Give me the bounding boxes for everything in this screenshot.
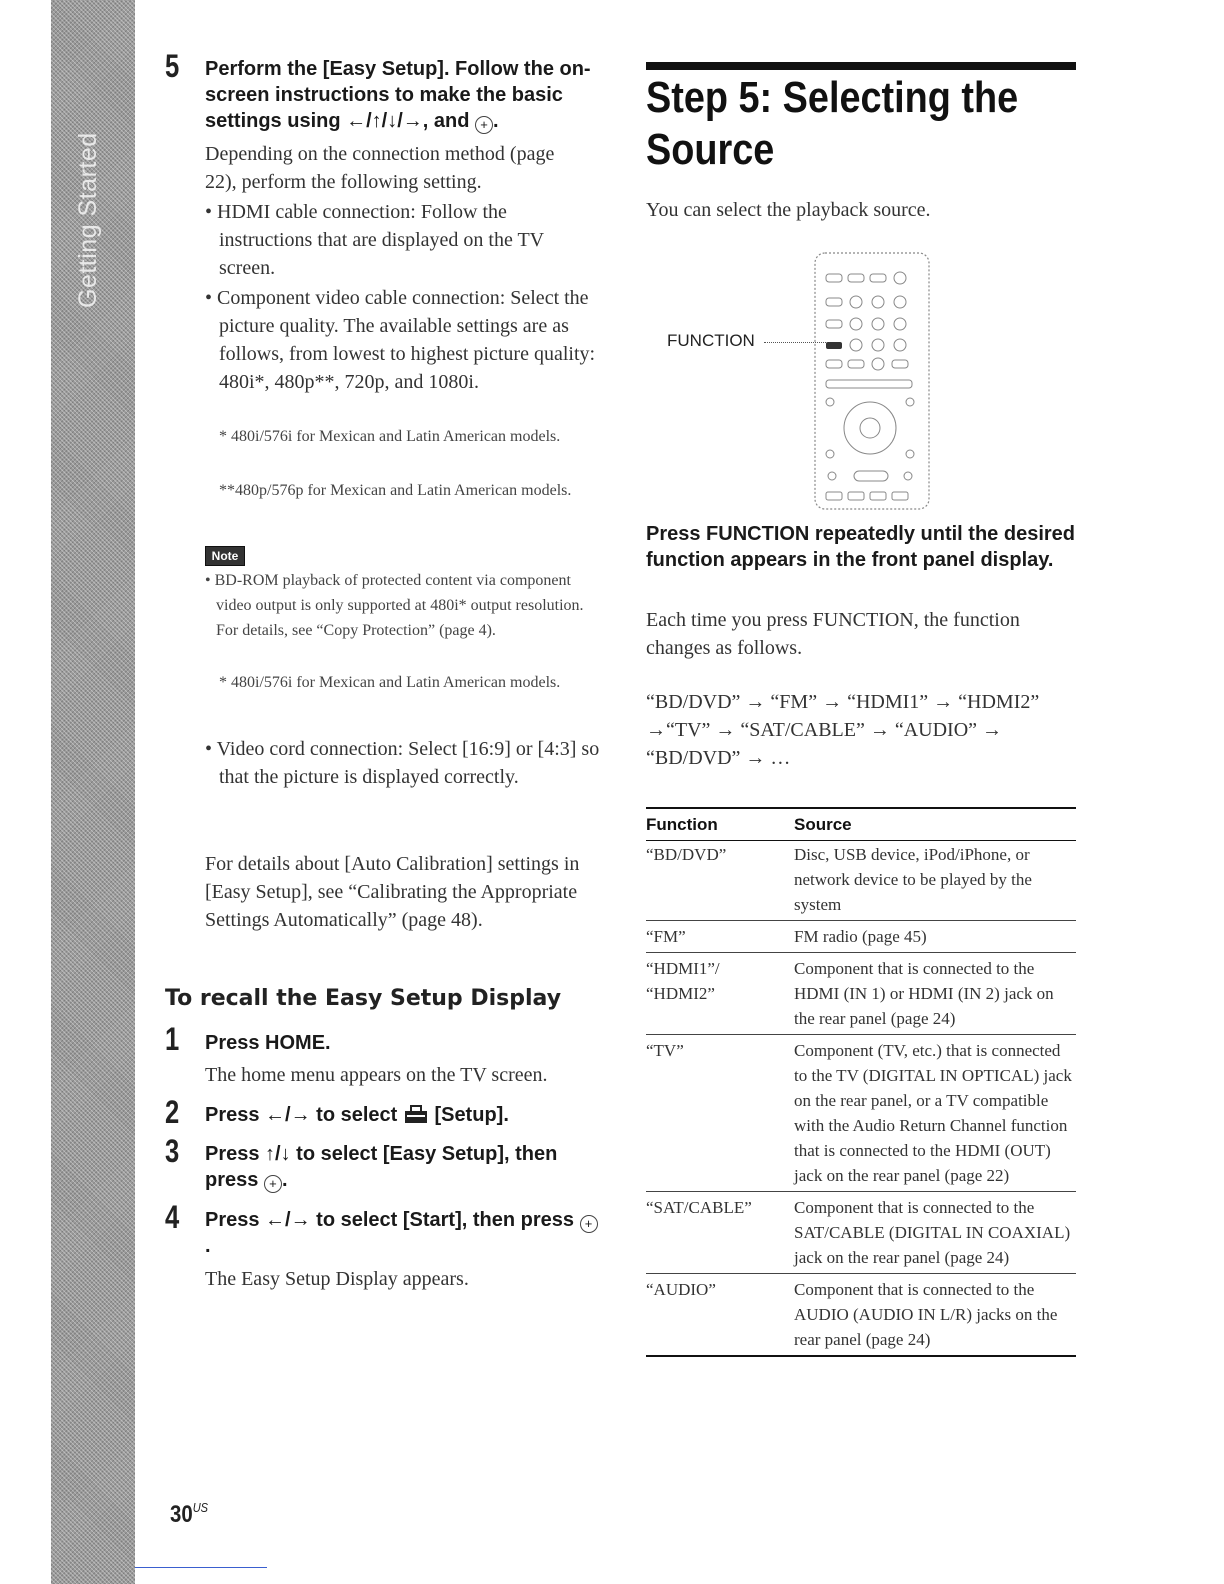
function-cell: “BD/DVD”	[646, 845, 727, 864]
recall-heading: To recall the Easy Setup Display	[165, 986, 562, 1011]
calibration-details: For details about [Auto Calibration] settings in [Easy Setup], see “Calibrating the Appropriate Settings Automatically” (page 48).	[205, 853, 580, 931]
source-cell: Component that is connected to the AUDIO (AUDIO IN L/R) jacks on the rear panel (page 24)	[794, 1280, 1058, 1349]
section-tab-label: Getting Started	[74, 132, 102, 308]
table-row	[646, 921, 1076, 953]
function-callout-line	[764, 342, 826, 343]
bullet-hdmi: • HDMI cable connection: Follow the instructions that are displayed on the TV screen.	[205, 201, 544, 279]
enter-icon: +	[475, 116, 493, 134]
note-footnote: * 480i/576i for Mexican and Latin American models.	[219, 674, 561, 691]
header-source: Source	[794, 815, 852, 834]
function-cell: “SAT/CABLE”	[646, 1198, 752, 1217]
footnote-480p: **480p/576p for Mexican and Latin American models.	[219, 482, 572, 499]
table-row	[646, 1035, 1076, 1192]
table-row	[646, 1192, 1076, 1274]
remote-control-illustration	[812, 250, 932, 512]
step-number-1: 1	[165, 1021, 180, 1057]
recall-step-1-body: The home menu appears on the TV screen.	[205, 1064, 548, 1086]
footnote-480i: * 480i/576i for Mexican and Latin American models.	[219, 428, 561, 445]
source-cell: FM radio (page 45)	[794, 927, 927, 946]
table-row	[646, 841, 1076, 921]
press-function-instruction: Press FUNCTION repeatedly until the desired function appears in the front panel display.	[646, 523, 1075, 571]
title-rule	[646, 62, 1076, 70]
page-number: $30^{US}$	[170, 1500, 209, 1528]
recall-step-4-heading: Press ←/→ to select [Start], then press +.	[205, 1207, 600, 1259]
function-cell: “AUDIO”	[646, 1280, 716, 1299]
function-source-table	[646, 807, 1076, 1357]
function-cell: “FM”	[646, 927, 686, 946]
bottom-rule	[135, 1567, 267, 1568]
source-cell: Component that is connected to the HDMI (IN 1) or HDMI (IN 2) jack on the rear panel (page 24)	[794, 959, 1054, 1028]
table-row	[646, 1274, 1076, 1357]
bullet-video: • Video cord connection: Select [16:9] or [4:3] so that the picture is displayed correctly.	[205, 738, 600, 788]
source-cell: Disc, USB device, iPod/iPhone, or network device to be played by the system	[794, 845, 1032, 914]
header-function: Function	[646, 815, 718, 834]
step-number-2: 2	[165, 1094, 180, 1130]
page-title: Step 5: Selecting the Source	[646, 73, 1019, 174]
step-5-intro: Depending on the connection method (page 22), perform the following setting.	[205, 143, 555, 193]
step-number-3: 3	[165, 1133, 180, 1169]
recall-step-3-heading: Press ↑/↓ to select [Easy Setup], then press + .	[205, 1143, 558, 1191]
step-5-heading: Perform the [Easy Setup]. Follow the on-screen instructions to make the basic settings using ←/↑/↓/→, and + .	[205, 58, 591, 132]
recall-step-1-heading: Press HOME.	[205, 1032, 331, 1054]
source-cell: Component that is connected to the SAT/CABLE (DIGITAL IN COAXIAL) jack on the rear panel (page 24)	[794, 1198, 1071, 1267]
enter-icon: +	[264, 1175, 282, 1193]
function-callout-label: FUNCTION	[667, 331, 755, 350]
bullet-component: • Component video cable connection: Select the picture quality. The available settings are as follows, from lowest to highest picture quality: 480i*, 480p**, 720p, and 1080i.	[205, 287, 596, 393]
recall-step-4-body: The Easy Setup Display appears.	[205, 1268, 469, 1290]
toolbox-icon	[403, 1104, 429, 1124]
step-number-5: 5	[165, 48, 180, 84]
step-number-4: 4	[165, 1199, 180, 1235]
enter-icon: +	[580, 1215, 598, 1233]
note-badge: Note	[205, 546, 245, 566]
recall-step-2-heading: Press ←/→ to select [Setup].	[205, 1104, 509, 1126]
table-header-row	[646, 809, 1076, 841]
function-cell: “TV”	[646, 1041, 684, 1060]
source-cell: Component (TV, etc.) that is connected to the TV (DIGITAL IN OPTICAL) jack on the rear panel, or a TV compatible with the Audio Return Channel function that is connected to the HDMI (OUT) jack on the rear panel (page 22)	[794, 1041, 1072, 1185]
each-time-text: Each time you press FUNCTION, the function changes as follows.	[646, 609, 1020, 659]
table-row	[646, 953, 1076, 1035]
right-intro: You can select the playback source.	[646, 199, 931, 221]
function-sequence: “BD/DVD” → “FM” → “HDMI1” → “HDMI2” →“TV” → “SAT/CABLE” → “AUDIO” → “BD/DVD” → …	[646, 691, 1040, 769]
note-text: • BD-ROM playback of protected content via component video output is only supported at 480i* output resolution. For details, see “Copy Protection” (page 4).	[205, 572, 584, 639]
function-cell: “HDMI1”/ “HDMI2”	[646, 959, 720, 1003]
